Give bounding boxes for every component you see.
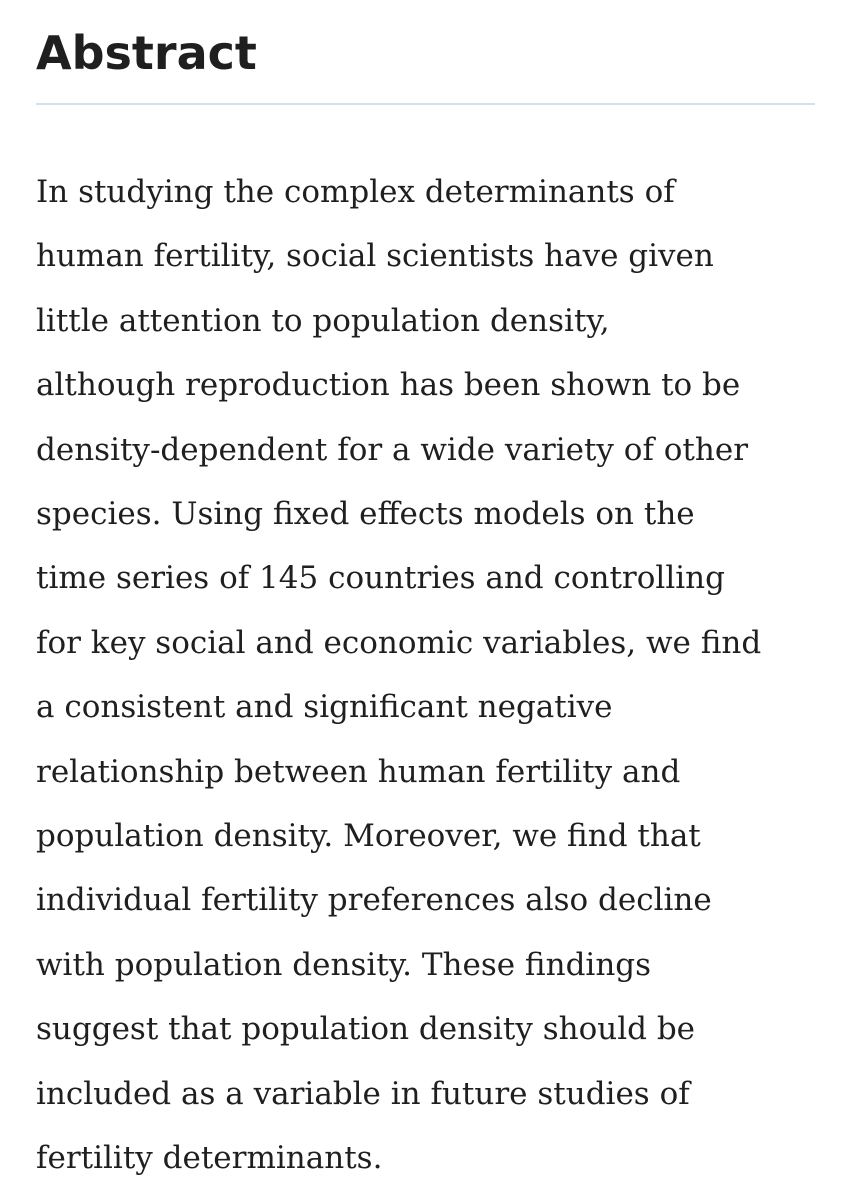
abstract-line: individual fertility preferences also decline [36,882,712,919]
abstract-line: human fertility, social scientists have given [36,238,714,275]
abstract-line: with population density. These findings [36,946,652,983]
section-heading: Abstract [36,26,257,80]
abstract-line: a consistent and significant negative [36,689,613,726]
abstract-line: population density. Moreover, we find that [36,818,701,855]
abstract-line: In studying the complex determinants of [36,174,675,210]
abstract-line: for key social and economic variables, we find [36,624,762,661]
abstract-line: little attention to population density, [36,302,610,339]
heading-divider [36,103,815,105]
abstract-line: although reproduction has been shown to be [36,367,741,404]
abstract-line: density-dependent for a wide variety of other [36,431,749,468]
abstract-line: included as a variable in future studies of [36,1075,690,1112]
abstract-line: fertility determinants. [36,1140,383,1177]
abstract-line: suggest that population density should be [36,1011,696,1048]
abstract-line: relationship between human fertility and [36,753,681,790]
abstract-line: species. Using fixed effects models on the [36,496,695,533]
abstract-line: time series of 145 countries and controlling [36,560,725,597]
abstract-text [36,160,826,1191]
